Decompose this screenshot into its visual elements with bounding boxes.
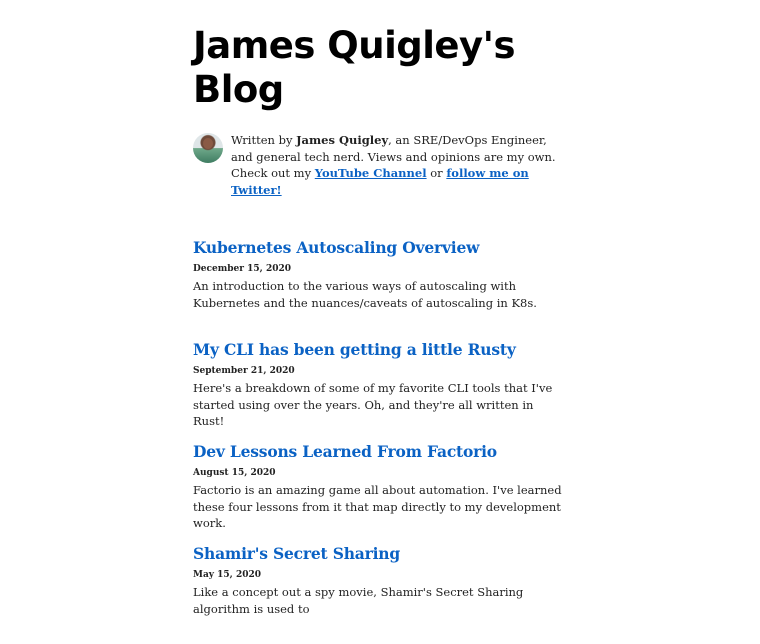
post-date: September 21, 2020 [193, 366, 295, 376]
post-description: Factorio is an amazing game all about automation. I've learned these four lessons from it that map directly to my development work. [193, 483, 562, 530]
post-item [193, 236, 568, 338]
post-item [193, 338, 568, 440]
bio-text [231, 132, 568, 198]
bio-prefix: Written by [231, 133, 297, 147]
author-bio [193, 132, 568, 198]
twitter-follow-link[interactable]: follow me on Twitter! [231, 166, 529, 197]
post-list [193, 236, 568, 644]
bio-author-name: James Quigley [296, 133, 389, 147]
post-item [193, 440, 568, 542]
bio-or: or [426, 166, 447, 180]
bio-middle: , an SRE/DevOps Engineer, and general tech nerd. Views and opinions are my own. Check out my [231, 133, 556, 180]
post-description: Like a concept out a spy movie, Shamir's Secret Sharing algorithm is used to [193, 585, 524, 616]
post-date: May 15, 2020 [193, 570, 261, 580]
post-title-link[interactable]: Kubernetes Autoscaling Overview [193, 238, 480, 257]
youtube-channel-link[interactable]: YouTube Channel [314, 166, 427, 180]
post-description: Here's a breakdown of some of my favorite CLI tools that I've started using over the years. Oh, and they're all written in Rust! [193, 381, 553, 428]
post-description: An introduction to the various ways of autoscaling with Kubernetes and the nuances/caveats of autoscaling in K8s. [193, 279, 537, 310]
author-avatar [193, 133, 223, 163]
post-title-link[interactable]: My CLI has been getting a little Rusty [193, 340, 516, 359]
post-date: August 15, 2020 [193, 468, 276, 478]
avatar-face [203, 138, 213, 149]
post-title-link[interactable]: Dev Lessons Learned From Factorio [193, 442, 497, 461]
post-date: December 15, 2020 [193, 264, 291, 274]
blog-title[interactable]: James Quigley's Blog [193, 24, 515, 111]
post-item [193, 542, 568, 644]
post-title-link[interactable]: Shamir's Secret Sharing [193, 544, 400, 563]
